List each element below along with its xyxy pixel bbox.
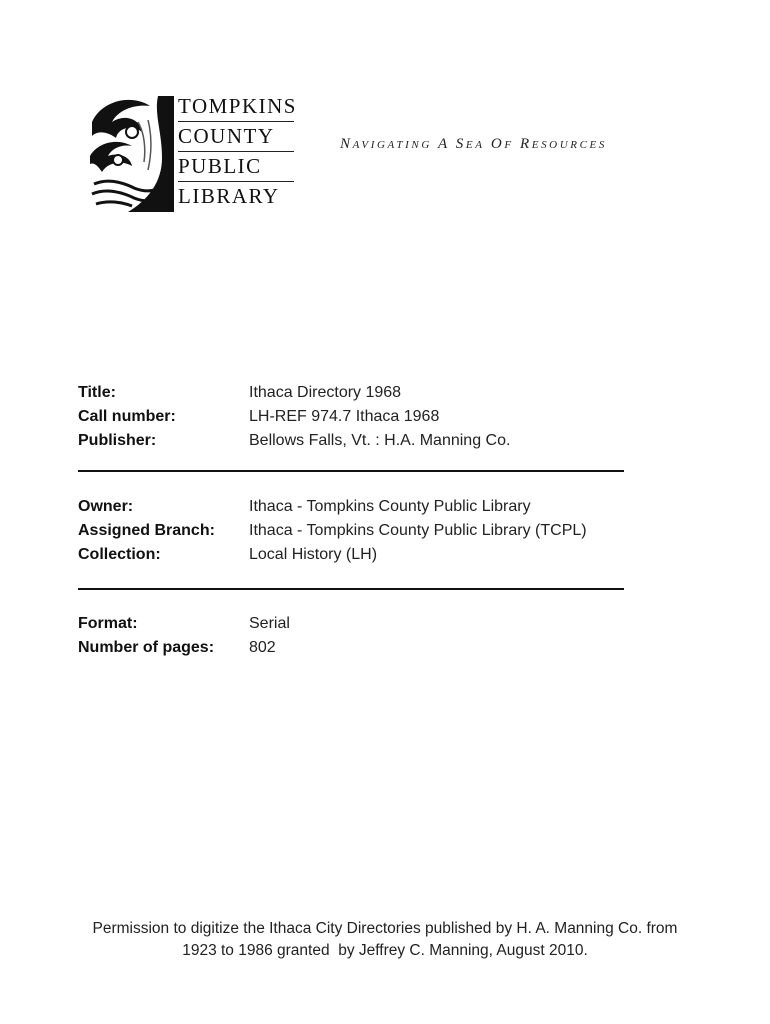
field-row-publisher xyxy=(78,429,638,453)
field-row-owner xyxy=(78,495,638,519)
wave-logo-icon xyxy=(88,92,174,212)
section-divider xyxy=(78,588,624,590)
permission-line-2: 1923 to 1986 granted by Jeffrey C. Manning, August 2010. xyxy=(182,942,588,959)
field-label: Collection: xyxy=(78,546,161,563)
field-value: Ithaca Directory 1968 xyxy=(249,384,402,401)
field-value: Ithaca - Tompkins County Public Library xyxy=(249,498,531,515)
field-row-title xyxy=(78,381,638,405)
library-logo xyxy=(88,92,304,214)
field-value: LH-REF 974.7 Ithaca 1968 xyxy=(249,408,440,425)
logo-line-1: TOMPKINS xyxy=(178,92,294,122)
section-divider xyxy=(78,470,624,472)
title-field-group xyxy=(78,381,638,453)
permission-line-1: Permission to digitize the Ithaca City Directories published by H. A. Manning Co. from xyxy=(92,920,678,937)
field-label: Title: xyxy=(78,384,116,401)
logo-wordmark xyxy=(178,92,304,211)
field-row-collection xyxy=(78,543,638,567)
library-motto: Navigating A Sea Of Resources xyxy=(340,136,607,152)
permission-note xyxy=(40,918,730,962)
field-label: Assigned Branch: xyxy=(78,522,215,539)
format-field-group xyxy=(78,612,638,660)
field-row-number-of-pages xyxy=(78,636,638,660)
field-value: Serial xyxy=(249,615,290,632)
logo-line-2: COUNTY xyxy=(178,122,294,152)
field-label: Owner: xyxy=(78,498,134,515)
field-value: Ithaca - Tompkins County Public Library (TCPL) xyxy=(249,522,587,539)
field-row-call-number xyxy=(78,405,638,429)
field-value: Local History (LH) xyxy=(249,546,378,563)
field-value: Bellows Falls, Vt. : H.A. Manning Co. xyxy=(249,432,511,449)
ownership-field-group xyxy=(78,495,638,567)
field-row-format xyxy=(78,612,638,636)
field-label: Call number: xyxy=(78,408,176,425)
field-label: Publisher: xyxy=(78,432,157,449)
field-row-assigned-branch xyxy=(78,519,638,543)
logo-line-3: PUBLIC xyxy=(178,152,294,182)
field-label: Number of pages: xyxy=(78,639,215,656)
field-value: 802 xyxy=(249,639,276,656)
field-label: Format: xyxy=(78,615,138,632)
logo-line-4: LIBRARY xyxy=(178,184,280,208)
